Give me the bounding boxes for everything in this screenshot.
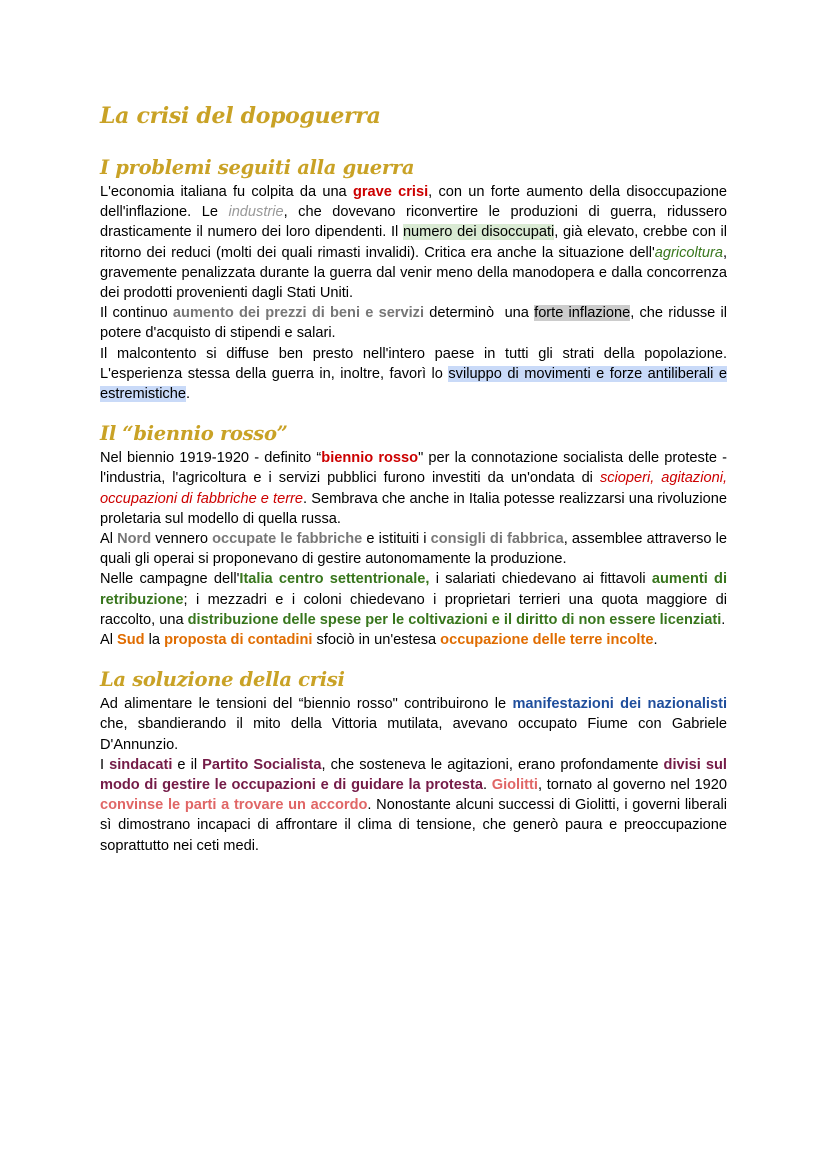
text: . bbox=[482, 777, 492, 794]
text: i salariati chiedevano ai fittavoli bbox=[429, 571, 652, 588]
highlight-term: distribuzione delle spese per le coltivazioni e il diritto di non essere licenziati bbox=[187, 611, 722, 628]
text: , che ridusse il potere d'acquisto di stipendi e salari. bbox=[100, 305, 728, 342]
paragraph bbox=[100, 569, 727, 630]
text: . Sembrava che anche in Italia potesse realizzarsi una rivoluzione proletaria sul modello di quella russa. bbox=[100, 490, 728, 527]
text: , assemblee attraverso le quali gli operai si proponevano di gestire autonomamente la produzione. bbox=[100, 531, 727, 568]
highlight-term: occupate le fabbriche bbox=[212, 531, 363, 548]
highlight-term: divisi sul modo di gestire le occupazioni e di guidare la protesta bbox=[100, 756, 727, 794]
highlight-term: numero dei disoccupati bbox=[402, 224, 555, 241]
text: . bbox=[653, 632, 658, 649]
paragraph bbox=[100, 303, 727, 343]
highlight-term: industrie bbox=[228, 204, 284, 221]
text: . bbox=[721, 611, 726, 628]
text: sfociò in un'estesa bbox=[312, 632, 441, 649]
paragraph bbox=[100, 755, 727, 856]
text: . Nonostante alcuni successi di Giolitti, i governi liberali sì dimostrano incapaci di affrontare il clima di tensione, che generò paura e preoccupazione soprattutto nei ceti medi. bbox=[100, 797, 727, 854]
highlight-term: Giolitti bbox=[491, 777, 538, 794]
highlight-term: consigli di fabbrica bbox=[430, 531, 564, 548]
highlight-term: Italia centro settentrionale, bbox=[239, 571, 430, 588]
highlight-term: agricoltura bbox=[654, 244, 723, 261]
text: Al bbox=[100, 632, 118, 649]
highlight-term: aumenti di retribuzione bbox=[100, 571, 727, 608]
text: Ad alimentare le tensioni del “biennio rosso" contribuirono le bbox=[100, 696, 513, 713]
text: Nelle campagne dell' bbox=[100, 571, 240, 588]
text: la bbox=[144, 632, 165, 649]
text: e istituiti i bbox=[362, 531, 431, 548]
paragraph bbox=[100, 448, 727, 529]
paragraph bbox=[100, 344, 727, 405]
text: , che dovevano riconvertire le produzioni di guerra, ridussero drasticamente il numero dei loro dipendenti. Il bbox=[100, 204, 727, 241]
highlight-term: sviluppo di movimenti e forze antiliberali e estremistiche bbox=[100, 365, 727, 403]
text: Il malcontento si diffuse ben presto nell'intero paese in tutti gli strati della popolazione. L'esperienza stessa della guerra in, inoltre, favorì lo bbox=[100, 345, 727, 382]
text: Il continuo bbox=[100, 305, 173, 322]
text: . bbox=[185, 386, 191, 403]
text: , tornato al governo nel 1920 bbox=[537, 777, 727, 794]
paragraph bbox=[100, 694, 727, 755]
document-body bbox=[100, 100, 727, 856]
text: L'economia italiana fu colpita da una bbox=[100, 184, 353, 200]
text: Nel biennio 1919-1920 - definito “ bbox=[100, 450, 322, 467]
highlight-term: Nord bbox=[117, 531, 152, 548]
text: I bbox=[100, 756, 110, 773]
text: , che sosteneva le agitazioni, erano profondamente bbox=[321, 756, 664, 773]
highlight-term: convinse le parti a trovare un accordo bbox=[100, 797, 368, 814]
text: e il bbox=[172, 756, 203, 773]
paragraph bbox=[100, 182, 727, 303]
highlight-term: forte inflazione bbox=[534, 305, 631, 322]
page-title: La crisi del dopoguerra bbox=[100, 103, 381, 129]
highlight-term: manifestazioni dei nazionalisti bbox=[512, 696, 727, 713]
text: Al bbox=[100, 531, 118, 548]
highlight-term: biennio rosso bbox=[321, 450, 419, 467]
paragraph bbox=[100, 630, 727, 650]
text: vennero bbox=[151, 531, 213, 548]
section-heading-biennio-rosso: Il “biennio rosso” bbox=[100, 422, 288, 446]
paragraph bbox=[100, 529, 727, 569]
text: determinò una bbox=[424, 305, 535, 322]
highlight-term: scioperi, agitazioni, occupazioni di fabbriche e terre bbox=[100, 470, 727, 507]
text: che, sbandierando il mito della Vittoria mutilata, avevano occupato Fiume con Gabriele D'Annunzio. bbox=[100, 716, 727, 753]
text: " per la connotazione socialista delle proteste - l'industria, l'agricoltura e i servizi pubblici furono investiti da un'ondata di bbox=[100, 450, 727, 487]
highlight-term: proposta di contadini bbox=[164, 632, 313, 649]
highlight-term: sindacati bbox=[109, 756, 173, 773]
text: , gravemente penalizzata durante la guerra dal venir meno della manodopera e dalla concorrenza dei prodotti provenienti dagli Stati Uniti. bbox=[100, 244, 727, 302]
section-heading-problemi: I problemi seguiti alla guerra bbox=[100, 156, 415, 179]
highlight-term: occupazione delle terre incolte bbox=[440, 632, 654, 649]
text: , già elevato, crebbe con il ritorno dei reduci (molti dei quali rimasti invalidi). Critica era anche la situazione dell' bbox=[100, 224, 727, 261]
text: , con un forte aumento della disoccupazione dell'inflazione. Le bbox=[100, 184, 727, 221]
highlight-term: grave crisi bbox=[352, 184, 429, 200]
highlight-term: aumento dei prezzi di beni e servizi bbox=[172, 305, 425, 322]
highlight-term: Partito Socialista bbox=[202, 756, 322, 773]
text: ; i mezzadri e i coloni chiedevano i proprietari terrieri una quota maggiore di raccolto, una bbox=[100, 591, 727, 628]
section-heading-soluzione: La soluzione della crisi bbox=[100, 668, 345, 692]
highlight-term: Sud bbox=[117, 632, 145, 649]
